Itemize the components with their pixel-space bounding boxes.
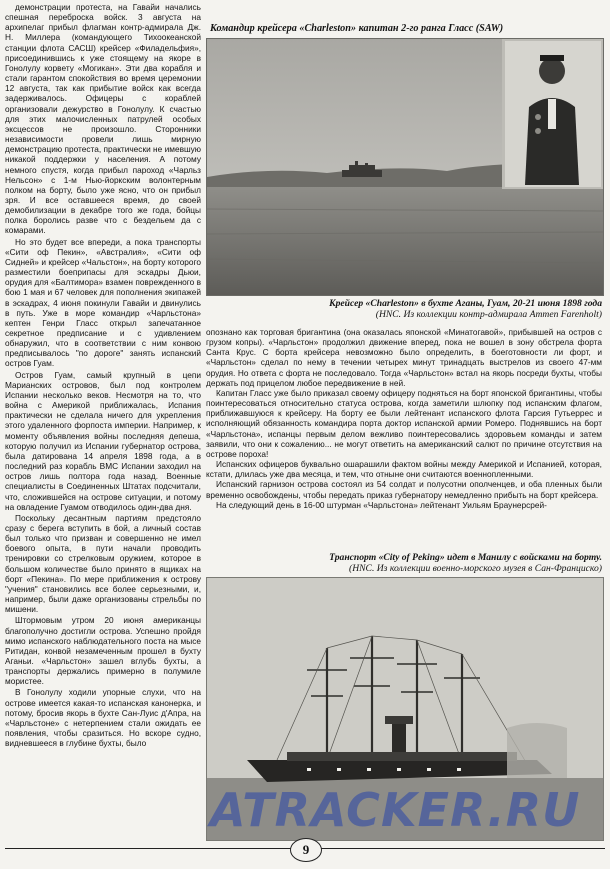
left-paragraph: Но это будет все впереди, а пока транспорты «Сити оф Пекин», «Австралия», «Сити оф Сидней» и крейсер «Чальстон», на борту которого разместили боеприпасы для эскадры Дьюи, орудия для «Балтимора» взамен поврежденного в бою 1 мая и 67 человек для пополнения экипажей в эскадрах, 4 июня покинули Гавайи и двинулись в путь. Уже в море командир «Чарльстона» кептен Генри Гласс открыл запечатанное секретное предписание и с удивлением обнаружил, что в соответствии с ним конвою предписывалось "по дороге" занять испанский остров Гуам. [5, 236, 201, 369]
transport-photo-caption [206, 552, 602, 574]
site-watermark: ATRACKER.RU [210, 783, 581, 837]
left-paragraph: Поскольку десантным партиям предстояло сразу с берега вступить в бой, а личный состав был только что призван и совершенно не имел боевого опыта, в пути начали проводить тренировки со стрелковым оружием, которое в большом количестве было принято в ящиках на борт «Пекина». По мере приближения к острову "учения" становились все более серьезными, и, например, были даже организованы стрельбы по мишени. [5, 512, 201, 615]
transport-caption-source: (HNC. Из коллекции военно-морского музея в Сан-Франциско) [349, 563, 602, 574]
left-paragraph: В Гонолулу ходили упорные слухи, что на острове имеется какая-то испанская канонерка, и потому, бросив якорь в бухте Сан-Луис д'Апра, на «Чарльстоне» с нетерпением стали ожидать ее появления, чтобы сразиться. Но вскоре судно, видневшееся в глубине бухты, было [5, 687, 201, 749]
left-paragraph: демонстрации протеста, на Гавайи начались спешная переброска войск. 3 августа на архипелаг прибыл флагман контр-адмирала Дж. Н. Миллера (командующего Тихоокеанской станции флота САСШ) крейсер «Филадельфия», присоединившись к уже стоящему на якоре в Гонолулу корвету «Могикан». Эти два корабля и стали гарантом спокойствия во время церемонии 12 августа, так как прибытие войск как всегда задерживалось. Офицеры с кораблей организовали дежурство в Гонолулу. К счастью для этих малочисленных патрулей особых эксцессов не произошло. Сторонники независимости провели лишь мирную демонстрацию протеста, практически не имевшую никакой поддержки у населения. А потому немного спустя, когда прибыл пароход «Чарльз Нельсон» с 1-м Нью-йоркским волонтерным полком на борту, было уже ясно, что он прибыл зря. И все оставшееся время, до своей демобилизации в декабре того же года, бойцы полка боролись разве что с бездельем да с комарами. [5, 2, 201, 236]
cruiser-in-bay-photo [206, 38, 604, 296]
cruiser-photo-caption [206, 298, 602, 320]
mid-paragraph: опознано как торговая бригантина (она оказалась японской «Минатогавой», прибывшей на остров с грузом копры). «Чарльстон» продолжил движение вперед, пока не вошел в зону обстрела форта Санта Крус. С борта крейсера невозможно было определить, в боеготовности ли форт, и «Чарльстон» сделал по нему в течении четырех минут тринадцать выстрелов из своего 47-мм орудия. Но ответа с форта не последовало. Тогда «Чарльстон» встал на якорь посреди бухты, чтобы держать под прицелом любое передвижение в ней. [206, 327, 602, 388]
transport-caption-title: Транспорт «City of Peking» идет в Манилу с войсками на борту. [329, 552, 602, 563]
commander-portrait [505, 41, 601, 187]
mid-paragraph: Капитан Гласс уже было приказал своему офицеру подняться на борт японской бригантины, чтобы поинтересоваться относительно статуса острова, когда заметили шлюпку под испанским флагом, приближавшуюся к крейсеру. На борту ее были лейтенант испанского флота Гарсия Гутьеррес и исполняющий обязанность командира порта доктор испанской армии Ромеро. Поднявшись на борт «Чарльстона», испанцы первым делом вежливо поинтересовались здоровьем команды и затем заявили, что они к сожалению... не могут ответить на американский салют по причине отсутствия на острове пороха! [206, 387, 602, 459]
cruiser-caption-source: (HNC. Из коллекции контр-адмирала Ammen Farenholt) [375, 309, 602, 320]
commander-photo-caption: Командир крейсера «Charleston» капитан 2-го ранга Гласс (SAW) [210, 23, 504, 34]
mid-paragraph: Испанский гарнизон острова состоял из 54 солдат и полусотни ополченцев, и оба пленных были временно освобождены, чтобы передать приказ губернатору немедленно прибыть на борт крейсера. [206, 479, 602, 500]
mid-paragraph: Испанских офицеров буквально ошарашили фактом войны между Америкой и Испанией, которая, кстати, длилась уже два месяца, и тем, что отныне они считаются военнопленными. [206, 459, 602, 480]
page-number: 9 [290, 838, 322, 862]
left-paragraph: Штормовым утром 20 июня американцы благополучно достигли острова. Успешно пройдя мимо испанского наблюдательного поста на мысе Ритидан, конвой незамеченным прошел в бухту Аганьи. «Чарльстон» зашел вглубь бухты, а транспорты держались примерно в полумиле мористее. [5, 615, 201, 687]
left-paragraph: Остров Гуам, самый крупный в цепи Марианских островов, был под контролем Испании несколько веков. Несмотря на то, что война с Америкой приближалась, Испания практически не сделала ничего для укрепления этого удаленного форпоста империи. Например, к моменту объявления войны последняя депеша, которую получил из Испании губернатор острова, была датирована 14 апреля 1898 года, а в последний раз корабль ВМС Испании заходил на остров лишь полтора года назад. Военные специалисты в Соединенных Штатах подсчитали, что, сложившейся на острове ситуации, и потому на овладение Гуамом отводилось один-два дня. [5, 369, 201, 512]
left-article-column [5, 2, 201, 838]
cruiser-caption-title: Крейсер «Charleston» в бухте Аганы, Гуам, 20-21 июня 1898 года [329, 298, 602, 309]
middle-article-text [206, 327, 602, 510]
cruiser-photo-illustration [207, 39, 603, 295]
mid-paragraph: На следующий день в 16-00 штурман «Чарльстона» лейтенант Уильям Браунерсрей- [216, 499, 547, 510]
